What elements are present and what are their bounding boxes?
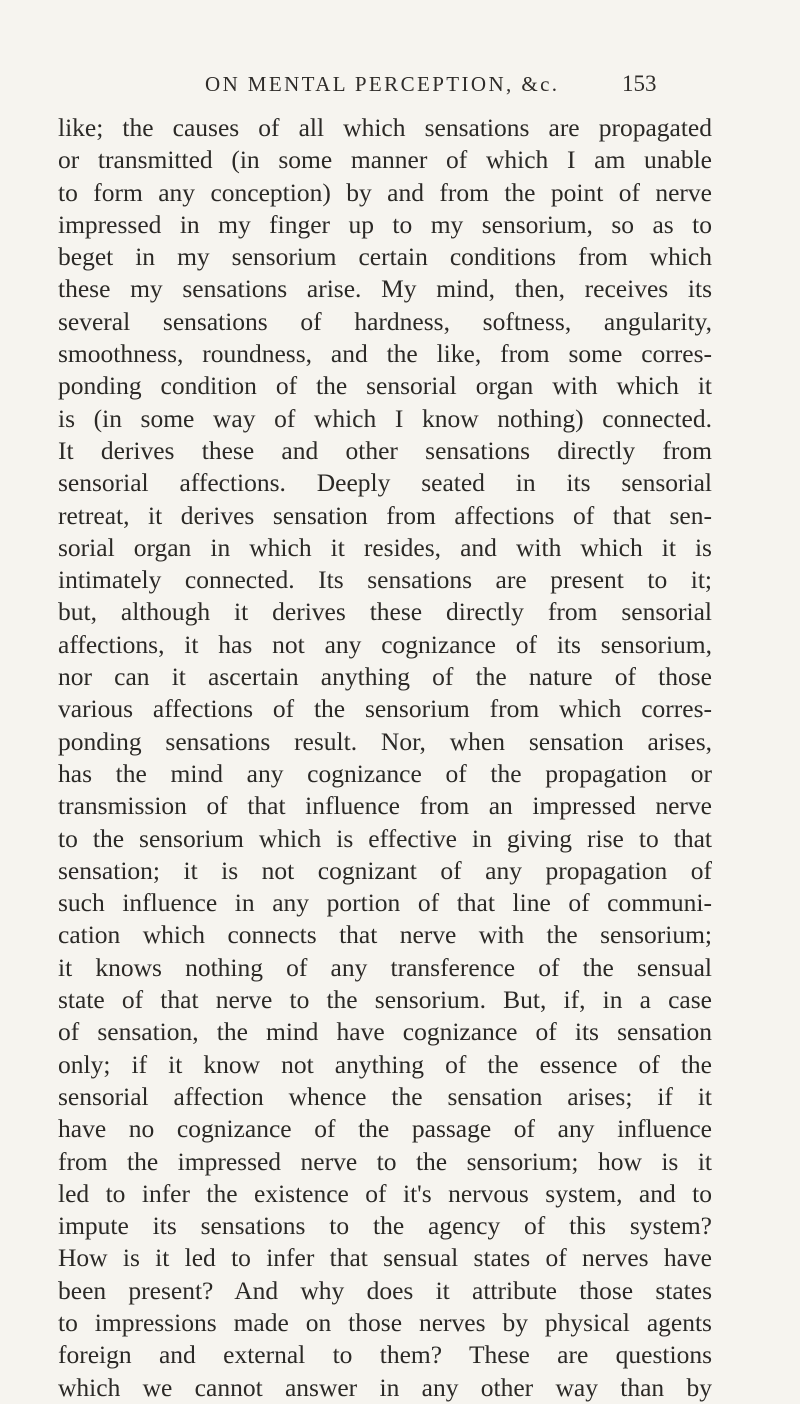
- text-line: It derives these and other sensations directly from: [58, 435, 712, 465]
- text-line: to impressions made on those nerves by physical agents: [58, 1307, 712, 1337]
- text-line: but, although it derives these directly from sensorial: [58, 597, 712, 627]
- text-line: which we cannot answer in any other way than by: [58, 1372, 712, 1402]
- running-head-title: ON MENTAL PERCEPTION, &c.: [205, 72, 560, 96]
- body-text: [58, 112, 712, 1404]
- text-line: from the impressed nerve to the sensorium; how is it: [58, 1146, 712, 1176]
- text-line: nor can it ascertain anything of the nature of those: [58, 662, 712, 692]
- page-number: 153: [622, 71, 657, 96]
- text-line: like; the causes of all which sensations are propagated: [58, 113, 712, 142]
- text-line: have no cognizance of the passage of any influence: [58, 1114, 712, 1144]
- text-line: ponding sensations result. Nor, when sensation arises,: [58, 726, 712, 756]
- text-line: state of that nerve to the sensorium. But, if, in a case: [58, 985, 712, 1015]
- text-line: been present? And why does it attribute those states: [58, 1275, 712, 1305]
- text-line: impute its sensations to the agency of this system?: [58, 1211, 712, 1241]
- text-line: sensorial affections. Deeply seated in its sensorial: [58, 468, 712, 498]
- text-line: affections, it has not any cognizance of its sensorium,: [58, 629, 712, 659]
- text-line: ponding condition of the sensorial organ with which it: [58, 371, 712, 401]
- text-line: sensation; it is not cognizant of any propagation of: [58, 855, 712, 885]
- text-line: foreign and external to them? These are questions: [58, 1340, 712, 1370]
- text-line: beget in my sensorium certain conditions from which: [58, 242, 712, 272]
- text-line: to form any conception) by and from the point of nerve: [58, 177, 712, 207]
- text-line: How is it led to infer that sensual states of nerves have: [58, 1243, 712, 1273]
- text-line: sensorial affection whence the sensation arises; if it: [58, 1081, 712, 1111]
- text-line: such influence in any portion of that line of communi-: [58, 888, 712, 918]
- text-line: led to infer the existence of it's nervous system, and to: [58, 1178, 712, 1208]
- text-line: various affections of the sensorium from which corres-: [58, 694, 712, 724]
- text-line: smoothness, roundness, and the like, from some corres-: [58, 339, 712, 369]
- text-line: of sensation, the mind have cognizance of its sensation: [58, 1017, 712, 1047]
- text-line: impressed in my finger up to my sensorium, so as to: [58, 209, 712, 239]
- text-line: intimately connected. Its sensations are present to it;: [58, 565, 712, 595]
- text-line: is (in some way of which I know nothing) connected.: [58, 403, 712, 433]
- text-line: it knows nothing of any transference of the sensual: [58, 952, 712, 982]
- text-line: several sensations of hardness, softness, angularity,: [58, 306, 712, 336]
- text-line: only; if it know not anything of the essence of the: [58, 1049, 712, 1079]
- text-line: has the mind any cognizance of the propagation or: [58, 758, 712, 788]
- text-line: retreat, it derives sensation from affections of that sen-: [58, 500, 712, 530]
- text-line: cation which connects that nerve with the sensorium;: [58, 920, 712, 950]
- text-line: or transmitted (in some manner of which I am unable: [58, 145, 712, 175]
- text-line: sorial organ in which it resides, and with which it is: [58, 532, 712, 562]
- text-line: transmission of that influence from an impressed nerve: [58, 791, 712, 821]
- text-line: to the sensorium which is effective in giving rise to that: [58, 823, 712, 853]
- text-line: these my sensations arise. My mind, then, receives its: [58, 274, 712, 304]
